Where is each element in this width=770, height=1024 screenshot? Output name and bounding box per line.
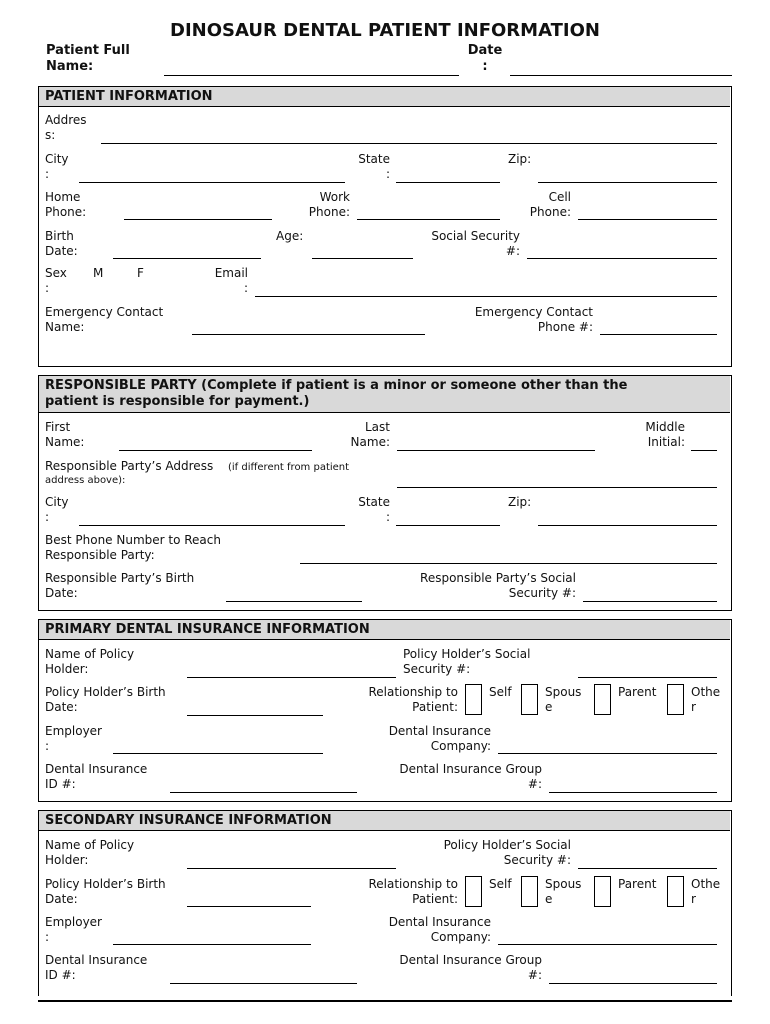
emergency-contact-name-field[interactable] [192, 334, 425, 335]
patient-full-name-field[interactable] [164, 75, 459, 76]
responsible-address-note: (if different from patient address above): [45, 462, 350, 486]
responsible-state-label: State : [358, 495, 390, 524]
responsible-city-field[interactable] [79, 525, 345, 526]
primary-company-field[interactable] [498, 753, 717, 754]
primary-holder-name-field[interactable] [187, 677, 396, 678]
last-name-field[interactable] [397, 450, 595, 451]
responsible-birth-date-label: Responsible Party’s Birth Date: [45, 571, 195, 600]
secondary-group-label: Dental Insurance Group #: [399, 953, 542, 982]
primary-company-label: Dental Insurance Company: [388, 724, 491, 753]
primary-group-field[interactable] [549, 792, 717, 793]
sex-option-f[interactable]: F [137, 266, 144, 280]
primary-holder-ssn-field[interactable] [578, 677, 717, 678]
secondary-parent-checkbox[interactable] [594, 876, 611, 907]
responsible-ssn-label: Responsible Party’s Social Security #: [420, 571, 576, 600]
primary-other-label: Othe r [691, 685, 721, 714]
secondary-holder-birth-label: Policy Holder’s Birth Date: [45, 877, 166, 906]
age-field[interactable] [312, 258, 413, 259]
best-phone-label: Best Phone Number to Reach Responsible Party: [45, 533, 221, 562]
primary-relationship-label: Relationship to Patient: [368, 685, 458, 714]
middle-initial-field[interactable] [691, 450, 717, 451]
secondary-spouse-checkbox[interactable] [521, 876, 538, 907]
state-field[interactable] [396, 182, 500, 183]
email-label: Email : [214, 266, 248, 295]
email-field[interactable] [255, 296, 717, 297]
birth-date-field[interactable] [113, 258, 261, 259]
middle-initial-label: Middle Initial: [645, 420, 685, 449]
address-field[interactable] [101, 143, 717, 144]
primary-spouse-checkbox[interactable] [521, 684, 538, 715]
date-field[interactable] [510, 75, 732, 76]
primary-self-label: Self [489, 685, 512, 699]
responsible-state-field[interactable] [396, 525, 500, 526]
primary-id-label: Dental Insurance ID #: [45, 762, 148, 791]
date-label: Date : [467, 43, 503, 74]
responsible-city-label: City : [45, 495, 69, 524]
primary-other-checkbox[interactable] [667, 684, 684, 715]
primary-holder-birth-label: Policy Holder’s Birth Date: [45, 685, 166, 714]
sex-option-m[interactable]: M [93, 266, 104, 280]
secondary-employer-label: Employer : [45, 915, 102, 944]
responsible-zip-field[interactable] [538, 525, 717, 526]
secondary-company-label: Dental Insurance Company: [388, 915, 491, 944]
primary-group-label: Dental Insurance Group #: [399, 762, 542, 791]
secondary-employer-field[interactable] [113, 944, 311, 945]
secondary-other-label: Othe r [691, 877, 721, 906]
primary-employer-field[interactable] [113, 753, 323, 754]
primary-parent-checkbox[interactable] [594, 684, 611, 715]
secondary-holder-name-field[interactable] [187, 868, 396, 869]
state-label: State : [358, 152, 390, 181]
work-phone-label: Work Phone: [308, 190, 350, 219]
primary-employer-label: Employer : [45, 724, 102, 753]
zip-field[interactable] [538, 182, 717, 183]
birth-date-label: Birth Date: [45, 229, 78, 258]
secondary-company-field[interactable] [498, 944, 717, 945]
secondary-relationship-label: Relationship to Patient: [368, 877, 458, 906]
secondary-group-field[interactable] [549, 983, 717, 984]
home-phone-field[interactable] [124, 219, 272, 220]
emergency-contact-phone-field[interactable] [600, 334, 717, 335]
secondary-other-checkbox[interactable] [667, 876, 684, 907]
secondary-holder-birth-field[interactable] [187, 906, 311, 907]
secondary-insurance-header: SECONDARY INSURANCE INFORMATION [39, 811, 730, 831]
city-label: City : [45, 152, 69, 181]
emergency-contact-phone-label: Emergency Contact Phone #: [474, 305, 593, 334]
patient-full-name-label: Patient Full Name: [46, 43, 130, 74]
address-label: Addres s: [45, 113, 87, 142]
secondary-spouse-label: Spous e [545, 877, 582, 906]
secondary-self-checkbox[interactable] [465, 876, 482, 907]
responsible-party-header: RESPONSIBLE PARTY (Complete if patient is a minor or someone other than the patient is responsible for payment.) [39, 376, 730, 413]
form-title: DINOSAUR DENTAL PATIENT INFORMATION [170, 20, 600, 41]
responsible-address-field[interactable] [397, 487, 717, 488]
secondary-parent-label: Parent [618, 877, 657, 891]
responsible-address-label: Responsible Party’s Address [45, 459, 214, 473]
home-phone-label: Home Phone: [45, 190, 87, 219]
primary-self-checkbox[interactable] [465, 684, 482, 715]
emergency-contact-name-label: Emergency Contact Name: [45, 305, 164, 334]
patient-information-header: PATIENT INFORMATION [39, 87, 730, 107]
first-name-field[interactable] [119, 450, 312, 451]
primary-holder-birth-field[interactable] [187, 715, 323, 716]
cell-phone-label: Cell Phone: [529, 190, 571, 219]
ssn-label: Social Security #: [431, 229, 520, 258]
responsible-birth-date-field[interactable] [226, 601, 362, 602]
city-field[interactable] [79, 182, 345, 183]
primary-parent-label: Parent [618, 685, 657, 699]
secondary-self-label: Self [489, 877, 512, 891]
secondary-holder-ssn-label: Policy Holder’s Social Security #: [443, 838, 571, 867]
work-phone-field[interactable] [357, 219, 500, 220]
primary-holder-ssn-label: Policy Holder’s Social Security #: [403, 647, 531, 676]
primary-insurance-header: PRIMARY DENTAL INSURANCE INFORMATION [39, 620, 730, 640]
secondary-holder-ssn-field[interactable] [578, 868, 717, 869]
page-bottom-rule [38, 1000, 732, 1002]
ssn-field[interactable] [527, 258, 717, 259]
primary-id-field[interactable] [170, 792, 357, 793]
first-name-label: First Name: [45, 420, 85, 449]
cell-phone-field[interactable] [578, 219, 717, 220]
last-name-label: Last Name: [350, 420, 390, 449]
primary-holder-name-label: Name of Policy Holder: [45, 647, 135, 676]
best-phone-field[interactable] [300, 563, 717, 564]
secondary-id-field[interactable] [170, 983, 357, 984]
age-label: Age: [276, 229, 304, 243]
responsible-ssn-field[interactable] [583, 601, 717, 602]
primary-spouse-label: Spous e [545, 685, 582, 714]
secondary-holder-name-label: Name of Policy Holder: [45, 838, 135, 867]
secondary-id-label: Dental Insurance ID #: [45, 953, 148, 982]
sex-label: Sex : [45, 266, 67, 295]
responsible-zip-label: Zip: [508, 495, 532, 509]
zip-label: Zip: [508, 152, 532, 166]
